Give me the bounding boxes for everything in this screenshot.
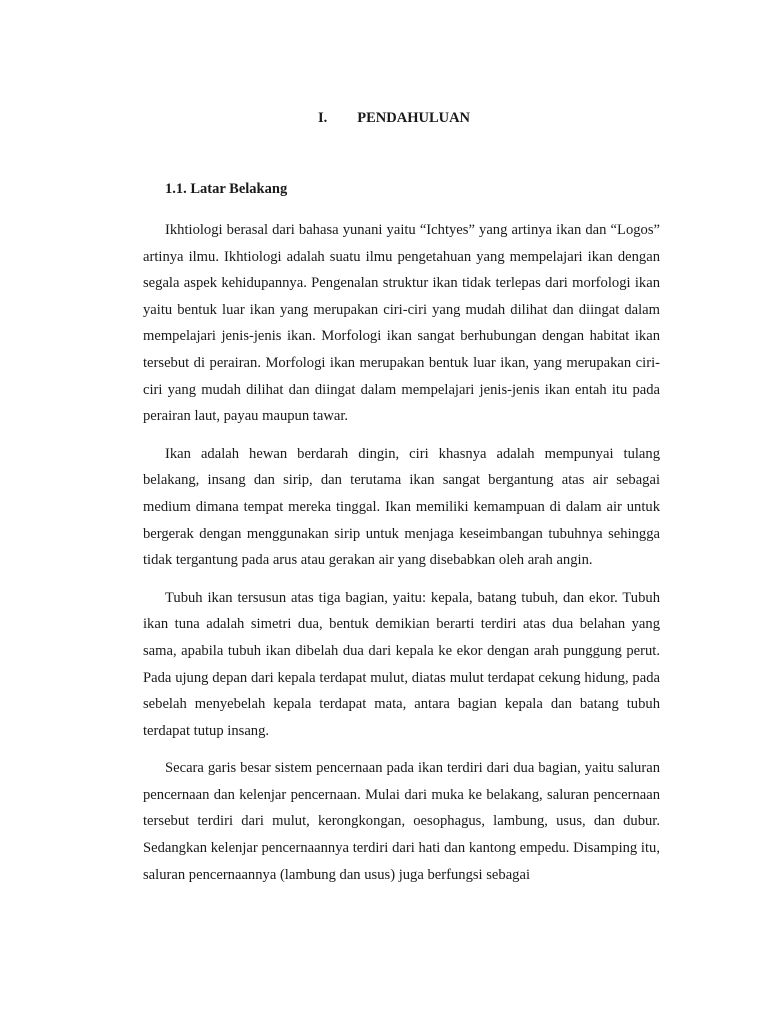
chapter-title	[0, 110, 768, 127]
chapter-title-text: PENDAHULUAN	[357, 110, 471, 126]
paragraph-3: Tubuh ikan tersusun atas tiga bagian, yaitu: kepala, batang tubuh, dan ekor. Tubuh ikan tuna adalah simetri dua, bentuk demikian berarti terdiri atas dua belahan yang sama, apabila tubuh ikan dibelah dua dari kepala ke ekor dengan arah punggung perut. Pada ujung depan dari kepala terdapat mulut, diatas mulut terdapat cekung hidung, pada sebelah menyebelah kepala terdapat mata, antara bagian kepala dan batang tubuh terdapat tutup insang.	[143, 589, 660, 739]
chapter-number: I.	[317, 110, 328, 126]
paragraph-4: Secara garis besar sistem pencernaan pada ikan terdiri dari dua bagian, yaitu saluran pencernaan dan kelenjar pencernaan. Mulai dari muka ke belakang, saluran pencernaan tersebut terdiri dari mulut, kerongkongan, oesophagus, lambung, usus, dan dubur. Sedangkan kelenjar pencernaannya terdiri dari hati dan kantong empedu. Disamping itu, saluran pencernaannya (lambung dan usus) juga berfungsi sebagai	[143, 760, 660, 883]
body-text	[143, 217, 660, 899]
section-heading: 1.1. Latar Belakang	[165, 181, 288, 197]
paragraph-2: Ikan adalah hewan berdarah dingin, ciri khasnya adalah mempunyai tulang belakang, insang dan sirip, dan terutama ikan sangat bergantung atas air sebagai medium dimana tempat mereka tinggal. Ikan memiliki kemampuan di dalam air untuk bergerak dengan menggunakan sirip untuk menjaga keseimbangan tubuhnya sehingga tidak tergantung pada arus atau gerakan air yang disebabkan oleh arah angin.	[143, 445, 660, 569]
paragraph-1: Ikhtiologi berasal dari bahasa yunani yaitu “Ichtyes” yang artinya ikan dan “Logos” artinya ilmu. Ikhtiologi adalah suatu ilmu pengetahuan yang mempelajari ikan dengan segala aspek kehidupannya. Pengenalan struktur ikan tidak terlepas dari morfologi ikan yaitu bentuk luar ikan yang merupakan ciri-ciri yang mudah dilihat dan diingat dalam mempelajari jenis-jenis ikan. Morfologi ikan sangat berhubungan dengan habitat ikan tersebut di perairan. Morfologi ikan merupakan bentuk luar ikan, yang merupakan ciri-ciri yang mudah dilihat dan diingat dalam mempelajari jenis-jenis ikan entah itu pada perairan laut, payau maupun tawar.	[143, 222, 660, 425]
